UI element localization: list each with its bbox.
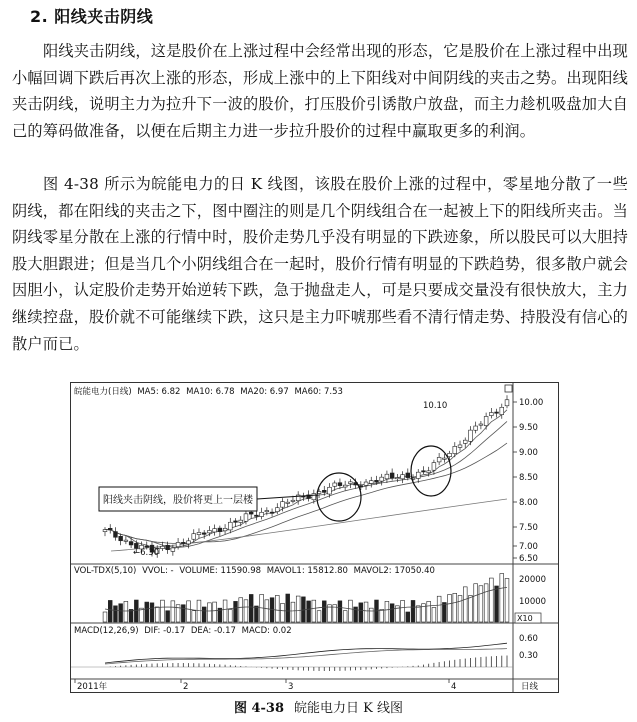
volume-bar: [223, 600, 227, 622]
volume-header-volume: VOLUME: 11590.98: [179, 566, 262, 576]
price-axis-label: 6.50: [519, 554, 538, 564]
volume-bar: [161, 600, 165, 622]
candle-body: [234, 521, 238, 522]
volume-bar: [291, 602, 295, 622]
caption-number: 图 4-38: [233, 701, 285, 716]
volume-bar: [255, 606, 259, 622]
volume-bar: [249, 594, 253, 622]
macd-axis-labels: [519, 634, 538, 661]
price-axis-label: 8.00: [519, 498, 538, 508]
price-axis-label: 9.50: [519, 423, 538, 433]
volume-bar: [479, 586, 483, 622]
candle-body: [228, 522, 232, 530]
date-axis-labels: [75, 679, 456, 692]
volume-bar: [286, 594, 290, 622]
volume-bar: [103, 612, 107, 622]
volume-bar: [307, 601, 311, 622]
volume-bar: [208, 603, 212, 622]
candle-body: [223, 528, 227, 531]
candle-body: [406, 473, 410, 478]
candle-body: [375, 480, 379, 482]
low-price-label: ←6.30: [133, 548, 160, 558]
volume-bars: [103, 574, 509, 622]
volume-bar: [155, 607, 159, 622]
volume-bar: [385, 601, 389, 622]
candle-body: [505, 400, 509, 406]
candle-body: [489, 413, 493, 416]
candle-body: [213, 529, 217, 532]
candle-body: [208, 530, 212, 532]
candle-body: [479, 424, 483, 425]
volume-axis-label: 10000: [519, 597, 547, 607]
volume-bar: [489, 578, 493, 622]
candle-body: [364, 482, 368, 485]
volume-bar: [312, 600, 316, 622]
price-axis-label: 8.50: [519, 473, 538, 483]
period-label: 日线: [521, 682, 539, 692]
volume-bar: [202, 607, 206, 622]
candle-body: [176, 542, 180, 546]
macd-indicator: [71, 643, 513, 671]
volume-bar: [129, 609, 133, 622]
volume-unit-label: X10: [517, 614, 533, 623]
volume-header-mavol2: MAVOL2: 17050.40: [353, 566, 435, 576]
candle-body: [108, 528, 112, 530]
volume-bar: [134, 600, 138, 622]
volume-bar: [338, 601, 342, 622]
candle-body: [500, 407, 504, 414]
candle-body: [328, 487, 332, 494]
candle-body: [286, 502, 290, 503]
volume-bar: [500, 574, 504, 622]
kline-chart-svg: [71, 383, 558, 692]
volume-bar: [495, 586, 499, 622]
candle-body: [145, 546, 149, 547]
price-header-ma10: MA10: 6.78: [186, 387, 235, 397]
candle-body: [495, 412, 499, 413]
macd-dea-line: [105, 649, 507, 664]
volume-bar: [114, 606, 118, 622]
candle-body: [453, 446, 457, 453]
volume-bar: [406, 612, 410, 622]
candle-body: [291, 500, 295, 501]
candle-body: [395, 478, 399, 479]
annotation-text: 阳线夹击阴线，股价将更上一层楼: [103, 495, 253, 506]
volume-bar: [108, 600, 112, 622]
candlesticks: [103, 395, 509, 558]
macd-axis-label: 0.30: [519, 651, 538, 661]
volume-axis-label: 20000: [519, 575, 547, 585]
candle-body: [348, 482, 352, 484]
candle-body: [442, 458, 446, 459]
candle-body: [463, 440, 467, 443]
volume-bar: [171, 601, 175, 622]
volume-bar: [265, 600, 269, 622]
price-header-name: 皖能电力(日线): [74, 387, 132, 397]
candle-body: [129, 542, 133, 545]
volume-bar: [390, 604, 394, 622]
volume-bar: [432, 607, 436, 622]
candle-body: [124, 540, 128, 541]
date-label: 2: [183, 682, 189, 692]
candle-body: [265, 511, 269, 512]
volume-header-mavol1: MAVOL1: 15812.80: [266, 566, 348, 576]
candle-body: [458, 445, 462, 447]
candle-body: [255, 515, 259, 516]
macd-header-name: MACD(12,26,9): [74, 626, 139, 636]
volume-bar: [343, 611, 347, 622]
section-heading: 2. 阳线夹击阴线: [30, 7, 154, 26]
candle-body: [474, 426, 478, 430]
volume-bar: [401, 600, 405, 622]
candle-body: [181, 542, 185, 543]
candle-body: [275, 508, 279, 512]
paragraph-2: 图 4-38 所示为皖能电力的日 K 线图，该股在股价上涨的过程中，零星地分散了一些阴线，都在阳线的夹击之下，图中圈注的则是几个阴线组合在一起被上下的阳线所夹击。当阴线零星分散在上涨的行情中时，股价走势几乎没有明显的下跌迹象，所以股民可以大胆持股大胆跟进；但是当几个小阴线组合在一起时，股价行情有明显的下跌趋势，很多散户就会因胆小，认定股价走势开始逆转下跌，急于抛盘走人，可是只要成交量没有很快放大，主力继续控盘，股价就不可能继续下跌，这只是主力吓唬那些看不清行情走势、持股没有信心的散户而已。: [12, 175, 628, 353]
caption-title: 皖能电力日 K 线图: [294, 701, 404, 716]
svg-text:MACD(12,26,9) DIF: -0.17: [74, 626, 292, 636]
volume-bar: [275, 595, 279, 622]
candle-body: [416, 472, 420, 478]
volume-bar: [234, 601, 238, 622]
volume-bar: [197, 600, 201, 622]
candle-body: [484, 416, 488, 425]
volume-bar: [416, 606, 420, 622]
volume-bar: [442, 602, 446, 622]
volume-bar: [187, 601, 191, 622]
candle-body: [171, 548, 175, 551]
volume-bar: [463, 587, 467, 622]
candle-body: [270, 512, 274, 513]
candle-body: [469, 430, 473, 441]
volume-bar: [228, 609, 232, 622]
volume-bar: [244, 600, 248, 622]
volume-bar: [448, 594, 452, 622]
candle-body: [427, 471, 431, 473]
volume-ma-line: [105, 587, 507, 611]
candle-body: [369, 481, 373, 484]
highlight-circle-2: [411, 446, 451, 496]
price-axis-labels: [513, 398, 543, 564]
candle-body: [166, 545, 170, 549]
volume-bar: [296, 596, 300, 622]
moving-average-lines: [105, 410, 507, 551]
candle-body: [114, 532, 118, 538]
volume-bar: [181, 605, 185, 622]
high-price-label: 10.10: [423, 401, 448, 411]
volume-header-vvol: VVOL: -: [142, 566, 174, 576]
volume-bar: [281, 603, 285, 622]
candle-body: [244, 514, 248, 521]
macd-header-macd: MACD: 0.02: [241, 626, 292, 636]
price-axis-label: 10.00: [519, 398, 544, 408]
volume-bar: [322, 601, 326, 622]
candle-body: [338, 483, 342, 486]
volume-bar: [348, 600, 352, 622]
volume-bar: [484, 584, 488, 622]
candle-body: [312, 494, 316, 500]
volume-bar: [192, 611, 196, 622]
volume-bar: [213, 602, 217, 622]
volume-bar: [150, 603, 154, 622]
figure-caption: [0, 697, 637, 716]
macd-axis-label: 0.60: [519, 634, 538, 644]
date-label: 3: [288, 682, 294, 692]
macd-header-dif: DIF: -0.17: [144, 626, 186, 636]
candle-body: [448, 453, 452, 456]
candle-body: [322, 490, 326, 492]
candle-body: [218, 528, 222, 531]
candle-body: [192, 534, 196, 540]
price-header-ma20: MA20: 6.97: [240, 387, 289, 397]
svg-text:皖能电力(日线) MA5: 6.82: [74, 386, 343, 397]
volume-bar: [474, 584, 478, 622]
candle-body: [197, 532, 201, 534]
volume-header-name: VOL-TDX(5,10): [74, 566, 137, 576]
candle-body: [260, 512, 264, 516]
date-label: 4: [451, 682, 457, 692]
volume-bar: [469, 596, 473, 622]
volume-bar: [145, 602, 149, 622]
price-axis-label: 7.00: [519, 542, 538, 552]
candle-body: [239, 520, 243, 522]
candle-body: [281, 502, 285, 508]
date-label: 2011年: [77, 682, 108, 692]
candle-body: [119, 536, 123, 540]
volume-bar: [505, 578, 509, 622]
candle-body: [161, 546, 165, 548]
price-axis-label: 9.00: [519, 448, 538, 458]
corner-marker-icon: [505, 385, 512, 392]
volume-bar: [411, 600, 415, 622]
svg-text:VOL-TDX(5,10) VVOL: -: [74, 566, 435, 576]
kline-figure: [70, 382, 559, 693]
volume-bar: [458, 596, 462, 622]
price-header-ma5: MA5: 6.82: [137, 387, 181, 397]
price-header-ma60: MA60: 7.53: [294, 387, 343, 397]
volume-bar: [239, 598, 243, 622]
candle-body: [385, 474, 389, 479]
candle-body: [432, 463, 436, 471]
macd-header-dea: DEA: -0.17: [190, 626, 236, 636]
paragraph-1: 阳线夹击阴线，这是股价在上涨过程中会经常出现的形态，它是股价在上涨过程中出现小幅回调下跌后再次上涨的形态，形成上涨中的上下阳线对中间阴线的夹击之势。出现阳线夹击阴线，说明主力为拉升下一波的股价，打压股价引诱散户放盘，而主力趁机吸盘加大自己的筹码做准备，以便在后期主力进一步拉升股价的过程中赢取更多的利润。: [12, 42, 628, 140]
candle-body: [333, 483, 337, 486]
candle-body: [401, 475, 405, 479]
candle-body: [103, 530, 107, 532]
candle-body: [187, 541, 191, 544]
volume-bar: [364, 602, 368, 622]
price-axis-label: 7.50: [519, 523, 538, 533]
volume-bar: [380, 609, 384, 622]
volume-bar: [427, 601, 431, 622]
volume-bar: [359, 603, 363, 622]
candle-body: [390, 473, 394, 478]
volume-bar: [369, 608, 373, 622]
volume-axis-labels: [519, 575, 546, 607]
candle-body: [437, 457, 441, 461]
volume-bar: [124, 601, 128, 622]
candle-body: [249, 512, 253, 514]
volume-bar: [119, 604, 123, 622]
volume-bar: [317, 611, 321, 622]
candle-body: [343, 485, 347, 487]
volume-bar: [437, 596, 441, 622]
candle-body: [380, 477, 384, 481]
volume-bar: [453, 593, 457, 622]
candle-body: [422, 471, 426, 472]
candle-body: [202, 533, 206, 534]
ma-line-10: [105, 421, 507, 547]
volume-bar: [166, 611, 170, 622]
